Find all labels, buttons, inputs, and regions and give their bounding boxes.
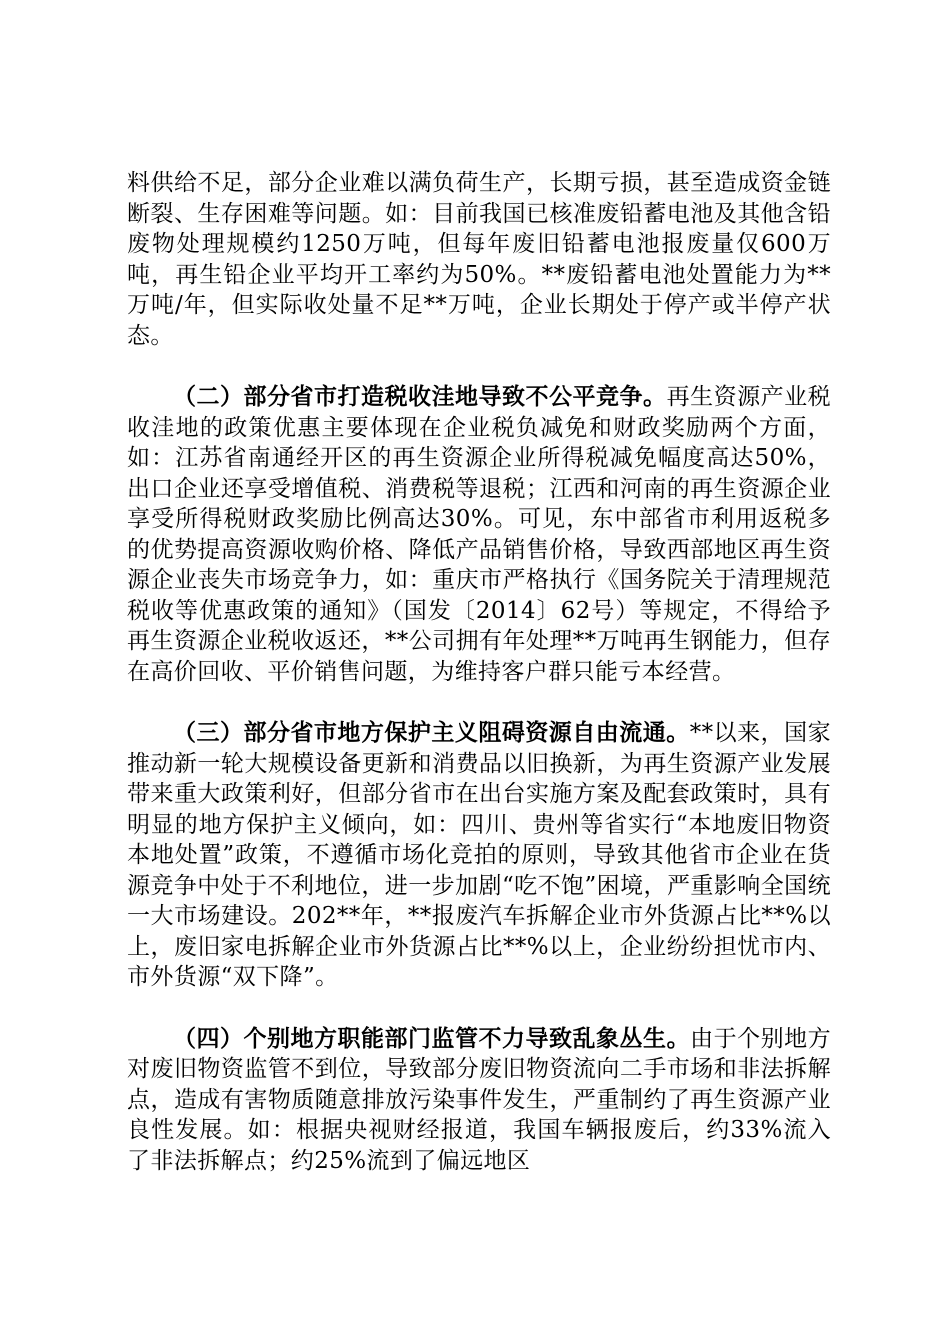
- paragraph-section-4: [127, 1024, 831, 1177]
- section-heading: （二）部分省市打造税收洼地导致不公平竞争。: [173, 384, 667, 410]
- paragraph-body: 再生资源产业税收洼地的政策优惠主要体现在企业税负减免和财政奖励两个方面，如：江苏省南通经开区的再生资源企业所得税减免幅度高达50%，出口企业还享受增值税、消费税等退税；江西和河南的再生资源企业享受所得税财政奖励比例高达30%。可见，东中部省市利用返税多的优势提高资源收购价格、降低产品销售价格，导致西部地区再生资源企业丧失市场竞争力，如：重庆市严格执行《国务院关于清理规范税收等优惠政策的通知》（国发〔2014〕62号）等规定，不得给予再生资源企业税收返还，**公司拥有年处理**万吨再生钢能力，但存在高价回收、平价销售问题，为维持客户群只能亏本经营。: [127, 384, 831, 685]
- paragraph-continuation: [127, 168, 831, 351]
- paragraph-body: 由于个别地方对废旧物资监管不到位，导致部分废旧物资流向二手市场和非法拆解点，造成有害物质随意排放污染事件发生，严重制约了再生资源产业良性发展。如：根据央视财经报道，我国车辆报废后，约33%流入了非法拆解点；约25%流到了偏远地区: [127, 1025, 831, 1174]
- paragraph-section-2: [127, 382, 831, 687]
- section-heading: （三）部分省市地方保护主义阻碍资源自由流通。: [173, 720, 690, 746]
- paragraph-body: 料供给不足，部分企业难以满负荷生产，长期亏损，甚至造成资金链断裂、生存困难等问题。如：目前我国已核准废铅蓄电池及其他含铅废物处理规模约1250万吨，但每年废旧铅蓄电池报废量仅600万吨，再生铅企业平均开工率约为50%。**废铅蓄电池处置能力为**万吨/年，但实际收处量不足**万吨，企业长期处于停产或半停产状态。: [127, 170, 831, 349]
- section-heading: （四）个别地方职能部门监管不力导致乱象丛生。: [173, 1025, 691, 1052]
- paragraph-section-3: [127, 718, 831, 993]
- document-page: [127, 168, 831, 1176]
- paragraph-body: **以来，国家推动新一轮大规模设备更新和消费品以旧换新，为再生资源产业发展带来重大政策利好，但部分省市在出台实施方案及配套政策时，具有明显的地方保护主义倾向，如：四川、贵州等省实行“本地废旧物资本地处置”政策，不遵循市场化竞拍的原则，导致其他省市企业在货源竞争中处于不利地位，进一步加剧“吃不饱”困境，严重影响全国统一大市场建设。202**年，**报废汽车拆解企业市外货源占比**%以上，废旧家电拆解企业市外货源占比**%以上，企业纷纷担忧市内、市外货源“双下降”。: [127, 720, 831, 990]
